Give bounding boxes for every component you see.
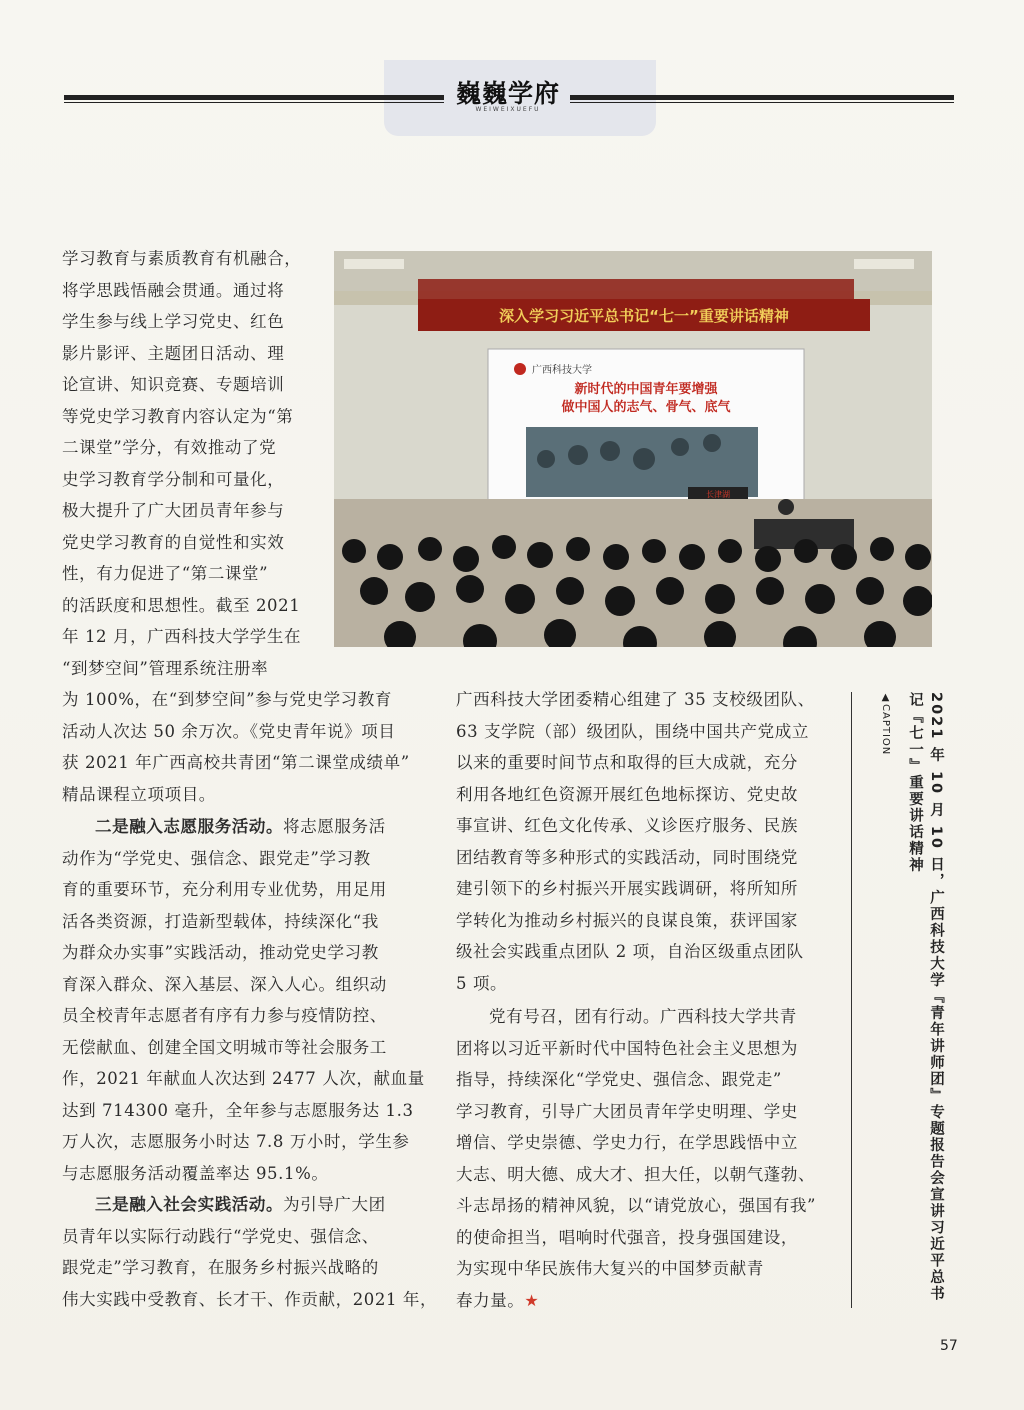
text-column-right-b bbox=[456, 1001, 836, 1316]
text-line: 员全校青年志愿者有序有力参与疫情防控、 bbox=[62, 1006, 387, 1025]
caption-label: ▲CAPTION bbox=[880, 692, 891, 756]
text-line: 春力量。★ bbox=[456, 1290, 540, 1310]
text-line: 增信、学史崇德、学史力行，在学思践悟中立 bbox=[456, 1133, 798, 1152]
paragraph-text: 为引导广大团 bbox=[283, 1195, 386, 1214]
banner-text: 深入学习习近平总书记“七一”重要讲话精神 bbox=[499, 307, 789, 325]
text-line: 的活跃度和思想性。截至 2021 bbox=[62, 595, 301, 615]
text-column-right-a bbox=[456, 684, 836, 999]
page-number: 57 bbox=[940, 1338, 958, 1354]
text-line: 万人次，志愿服务小时达 7.8 万小时，学生参 bbox=[62, 1132, 410, 1151]
paragraph-text: 将志愿服务活 bbox=[283, 817, 386, 836]
text-line: 跟党走”学习教育，在服务乡村振兴战略的 bbox=[62, 1258, 379, 1277]
text-line: 广西科技大学团委精心组建了 35 支校级团队、 bbox=[456, 690, 815, 709]
text-line: 育的重要环节，充分利用专业优势，用足用 bbox=[62, 880, 387, 899]
text-line: 育深入群众、深入基层、深入人心。组织动 bbox=[62, 974, 387, 994]
text-line: “到梦空间”管理系统注册率 bbox=[62, 658, 269, 678]
text-line: 为群众办实事”实践活动，推动党史学习教 bbox=[62, 943, 379, 962]
header-rule-left bbox=[64, 95, 444, 100]
text-line bbox=[62, 811, 442, 843]
slide-tag: 长津湖 bbox=[706, 490, 730, 499]
text-line: 性，有力促进了“第二课堂” bbox=[62, 564, 269, 583]
text-line: 党史学习教育的自觉性和实效 bbox=[62, 532, 285, 552]
text-line: 斗志昂扬的精神风貌，以“请党放心，强国有我” bbox=[456, 1196, 817, 1215]
paragraph-lead: 三是融入社会实践活动。 bbox=[95, 1195, 284, 1214]
slide-logo-text: 广西科技大学 bbox=[532, 365, 592, 376]
upper-banner bbox=[418, 279, 854, 299]
text-column-top-left bbox=[62, 243, 324, 684]
text-line: 影片影评、主题团日活动、理 bbox=[62, 343, 285, 363]
text-line: 员青年以实际行动践行“学党史、强信念、 bbox=[62, 1226, 379, 1246]
text-line: 史学习教育学分制和可量化， bbox=[62, 469, 285, 489]
text-line: 学转化为推动乡村振兴的良谋良策，获评国家 bbox=[456, 910, 798, 930]
text-line: 团将以习近平新时代中国特色社会主义思想为 bbox=[456, 1038, 798, 1058]
text-line: 5 项。 bbox=[456, 973, 508, 993]
text-line bbox=[62, 1189, 442, 1221]
text-line: 精品课程立项项目。 bbox=[62, 784, 216, 804]
text-line: 将学思践悟融会贯通。通过将 bbox=[62, 280, 285, 300]
text-line: 与志愿服务活动覆盖率达 95.1%。 bbox=[62, 1163, 329, 1183]
text-line: 党有号召，团有行动。广西科技大学共青 bbox=[489, 1007, 797, 1026]
caption-rule bbox=[851, 692, 852, 1308]
school-emblem bbox=[514, 363, 526, 375]
text-line: 大志、明大德、成大才、担大任，以朝气蓬勃、 bbox=[456, 1164, 816, 1184]
text-line: 等党史学习教育内容认定为“第 bbox=[62, 406, 294, 426]
photo-caption: 2021 年 10 月 10 日，广西科技大学『青年讲师团』专题报告会宣讲习近平总书记『七一』重要讲话精神 bbox=[907, 692, 944, 1303]
speaker bbox=[778, 499, 794, 515]
text-line: 学习教育与素质教育有机融合， bbox=[62, 249, 302, 268]
section-title: 巍巍学府 bbox=[455, 79, 560, 108]
text-line: 年 12 月，广西科技大学学生在 bbox=[62, 627, 302, 646]
text-line: 以来的重要时间节点和取得的巨大成就，充分 bbox=[456, 753, 798, 772]
text-column-left-intro bbox=[62, 684, 442, 810]
slide-line-2: 做中国人的志气、骨气、底气 bbox=[561, 400, 731, 415]
text-line: 获 2021 年广西高校共青团“第二课堂成绩单” bbox=[62, 753, 410, 772]
paragraph-lead: 二是融入志愿服务活动。 bbox=[95, 817, 284, 836]
section-subtitle: WEIWEIXUEFU bbox=[475, 106, 541, 113]
lecture-hall-illustration bbox=[334, 251, 932, 647]
text-line: 极大提升了广大团员青年参与 bbox=[62, 501, 285, 520]
text-line: 利用各地红色资源开展红色地标探访、党史故 bbox=[456, 784, 798, 804]
end-mark-icon: ★ bbox=[524, 1290, 540, 1310]
text-line: 活动人次达 50 余万次。《党史青年说》项目 bbox=[62, 721, 396, 741]
text-line: 达到 714300 毫升，全年参与志愿服务达 1.3 bbox=[62, 1100, 414, 1120]
text-line: 动作为“学党史、强信念、跟党走”学习教 bbox=[62, 848, 371, 868]
text-line: 事宣讲、红色文化传承、义诊医疗服务、民族 bbox=[456, 816, 798, 835]
paragraph-volunteer-service bbox=[62, 811, 442, 1189]
text-line: 伟大实践中受教育、长才干、作贡献，2021 年， bbox=[62, 1289, 438, 1309]
text-line: 为实现中华民族伟大复兴的中国梦贡献青 bbox=[456, 1259, 764, 1278]
text-line: 学习教育，引导广大团员青年学史明理、学史 bbox=[456, 1101, 798, 1121]
text-line: 为 100%，在“到梦空间”参与党史学习教育 bbox=[62, 690, 392, 709]
text-line: 论宣讲、知识竞赛、专题培训 bbox=[62, 375, 285, 394]
text-line: 无偿献血、创建全国文明城市等社会服务工 bbox=[62, 1037, 387, 1057]
header-rule-right bbox=[570, 95, 954, 100]
text-line: 指导，持续深化“学党史、强信念、跟党走” bbox=[456, 1070, 782, 1089]
text-line: 二课堂”学分，有效推动了党 bbox=[62, 438, 277, 457]
text-line: 建引领下的乡村振兴开展实践调研，将所知所 bbox=[456, 879, 798, 898]
text-line: 团结教育等多种形式的实践活动，同时围绕党 bbox=[456, 847, 798, 867]
text-line: 级社会实践重点团队 2 项，自治区级重点团队 bbox=[456, 942, 804, 961]
lecture-photo bbox=[334, 251, 932, 647]
paragraph-social-practice bbox=[62, 1189, 442, 1315]
text-line: 的使命担当，唱响时代强音，投身强国建设， bbox=[456, 1227, 798, 1247]
slide-line-1: 新时代的中国青年要增强 bbox=[574, 382, 718, 397]
text-line: 63 支学院（部）级团队，围绕中国共产党成立 bbox=[456, 721, 809, 741]
text-line: 活各类资源，打造新型载体，持续深化“我 bbox=[62, 911, 379, 931]
text-line: 学生参与线上学习党史、红色 bbox=[62, 312, 285, 331]
text-line: 作，2021 年献血人次达到 2477 人次，献血量 bbox=[62, 1069, 425, 1088]
